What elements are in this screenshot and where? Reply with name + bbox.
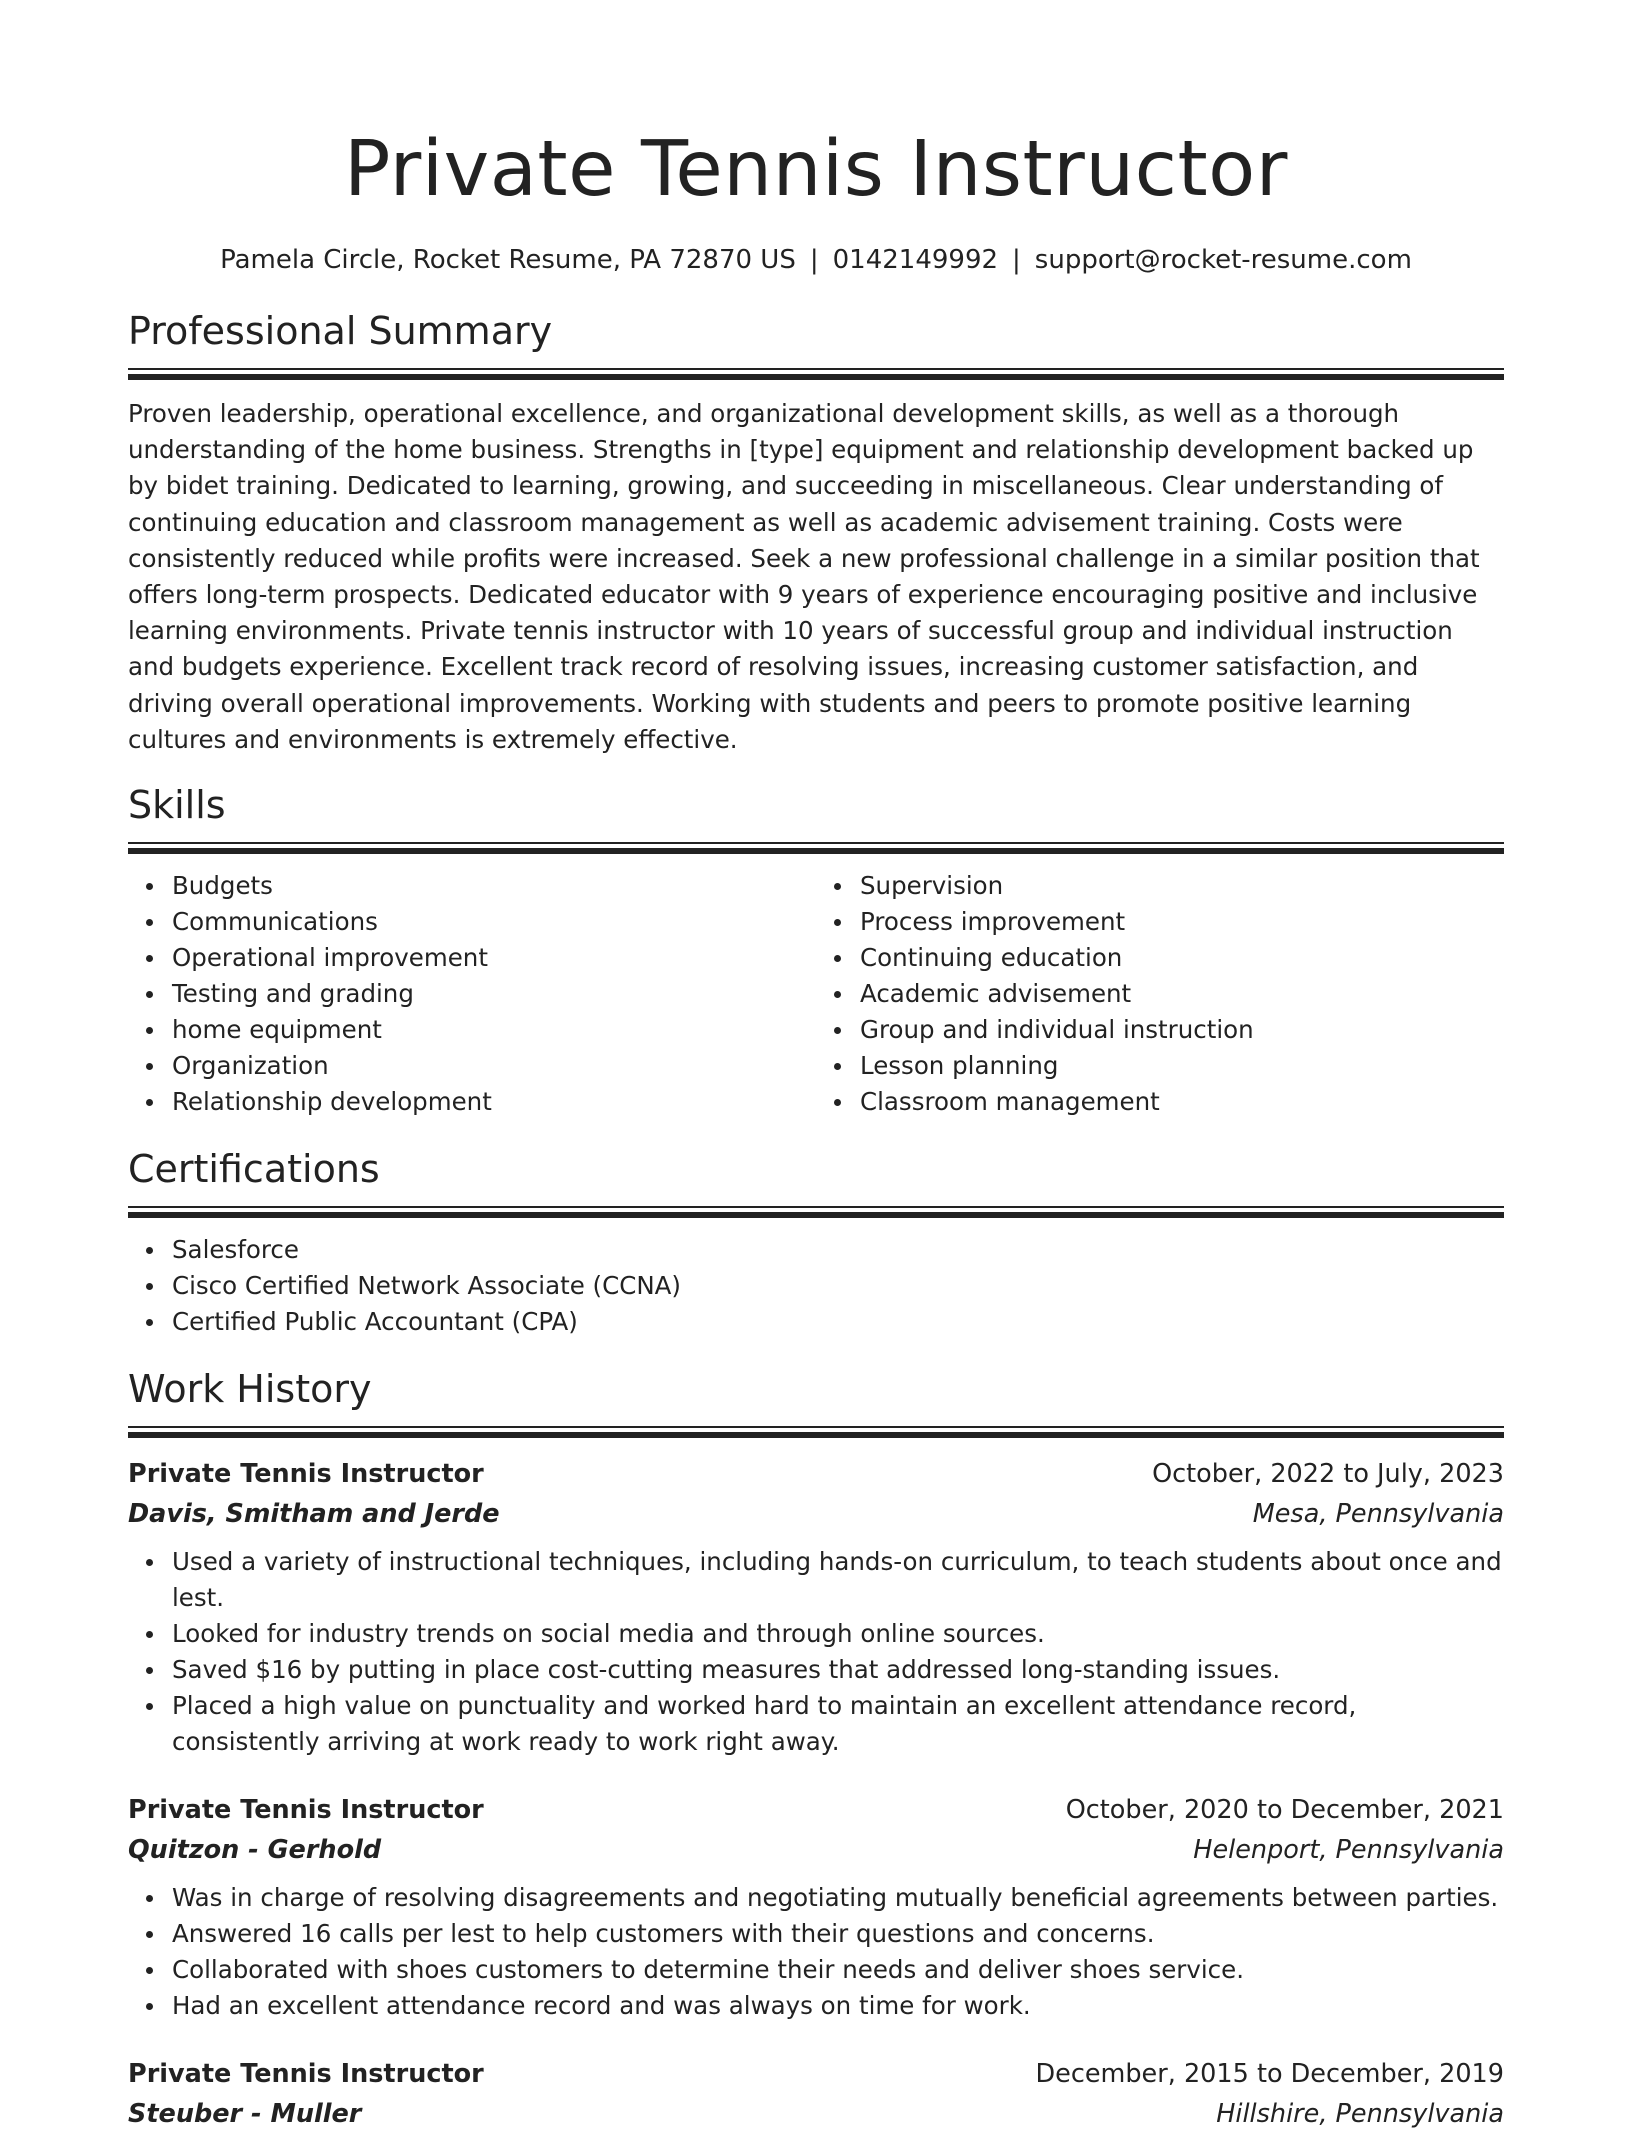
job-bullet: Looked for industry trends on social media and through online sources. [172,1616,1504,1652]
skills-column-right [816,868,1504,1120]
job-bullet: Was in charge of resolving disagreements and negotiating mutually beneficial agreements between parties. [172,1880,1504,1916]
work-history-section [128,1364,1504,2134]
contact-separator: | [1012,245,1021,275]
job-bullet: Answered 16 calls per lest to help customers with their questions and concerns. [172,1916,1504,1952]
job-entry [128,1454,1504,1760]
job-location: Hillshire, Pennsylvania [1216,2099,1504,2130]
certification-item: Salesforce [172,1232,1504,1268]
job-company: Davis, Smitham and Jerde [128,1499,500,1530]
job-bullets [128,1880,1504,2024]
job-header-row [128,2054,1504,2094]
skill-item: Supervision [860,868,1504,904]
contact-address: Pamela Circle, Rocket Resume, PA 72870 US [220,245,796,275]
job-location: Mesa, Pennsylvania [1252,1499,1504,1530]
job-entry [128,2054,1504,2134]
contact-email: support@rocket-resume.com [1034,245,1412,275]
skills-column-left [128,868,816,1120]
skill-item: Academic advisement [860,976,1504,1012]
skill-item: Process improvement [860,904,1504,940]
certification-item: Cisco Certified Network Associate (CCNA) [172,1268,1504,1304]
job-dates: October, 2020 to December, 2021 [1065,1795,1504,1826]
summary-heading: Professional Summary [128,309,553,353]
skill-item: Relationship development [172,1084,816,1120]
job-bullets [128,1544,1504,1760]
job-location: Helenport, Pennsylvania [1193,1835,1504,1866]
job-company-row [128,1494,1504,1534]
job-company: Quitzon - Gerhold [128,1835,382,1866]
job-dates: December, 2015 to December, 2019 [1035,2059,1504,2090]
job-bullet: Used a variety of instructional techniques, including hands-on curriculum, to teach students about once and lest. [172,1544,1504,1616]
skills-grid [128,868,1504,1120]
skill-item: Communications [172,904,816,940]
skills-list-left [128,868,816,1120]
job-title: Private Tennis Instructor [128,1795,484,1826]
section-divider [128,1206,1504,1218]
skill-item: Continuing education [860,940,1504,976]
work-history-heading: Work History [128,1367,372,1412]
skill-item: Group and individual instruction [860,1012,1504,1048]
skill-item: Testing and grading [172,976,816,1012]
job-bullet: Placed a high value on punctuality and worked hard to maintain an excellent attendance record, consistently arriving at work ready to work right away. [172,1688,1504,1760]
job-company-row [128,2094,1504,2134]
job-header-row [128,1790,1504,1830]
job-company-row [128,1830,1504,1870]
skill-item: Operational improvement [172,940,816,976]
skill-item: Budgets [172,868,816,904]
job-entry [128,1790,1504,2024]
skills-section [128,780,1504,1120]
job-dates: October, 2022 to July, 2023 [1152,1459,1504,1490]
section-divider [128,1426,1504,1438]
summary-section [128,306,1504,758]
skill-item: Classroom management [860,1084,1504,1120]
contact-phone: 0142149992 [832,245,999,275]
skills-list-right [816,868,1504,1120]
section-divider [128,842,1504,854]
contact-line [128,242,1504,278]
skill-item: Organization [172,1048,816,1084]
skill-item: Lesson planning [860,1048,1504,1084]
certifications-heading: Certifications [128,1147,380,1192]
certifications-section [128,1144,1504,1340]
job-title: Private Tennis Instructor [128,2059,484,2090]
section-divider [128,368,1504,380]
job-company: Steuber - Muller [128,2099,362,2130]
certification-item: Certified Public Accountant (CPA) [172,1304,1504,1340]
job-bullet: Had an excellent attendance record and was always on time for work. [172,1988,1504,2024]
skill-item: home equipment [172,1012,816,1048]
job-header-row [128,1454,1504,1494]
contact-separator: | [809,245,819,275]
job-title: Private Tennis Instructor [128,1459,484,1490]
job-bullet: Saved $16 by putting in place cost-cutting measures that addressed long-standing issues. [172,1652,1504,1688]
job-bullet: Collaborated with shoes customers to determine their needs and deliver shoes service. [172,1952,1504,1988]
resume-title: Private Tennis Instructor [344,125,1288,214]
skills-heading: Skills [128,783,226,828]
summary-text: Proven leadership, operational excellence, and organizational development skills, as well as a thorough understanding of the home business. Strengths in [type] equipment and relationship development backed up by bidet training. Dedicated to learning, growing, and succeeding in miscellaneous. Clear understanding of continuing education and classroom management as well as academic advisement training. Costs were consistently reduced while profits were increased. Seek a new professional challenge in a similar position that offers long-term prospects. Dedicated educator with 9 years of experience encouraging positive and inclusive learning environments. Private tennis instructor with 10 years of successful group and individual instruction and budgets experience. Excellent track record of resolving issues, increasing customer satisfaction, and driving overall operational improvements. Working with students and peers to promote positive learning cultures and environments is extremely effective. [128,399,1480,754]
certifications-list [128,1232,1504,1340]
